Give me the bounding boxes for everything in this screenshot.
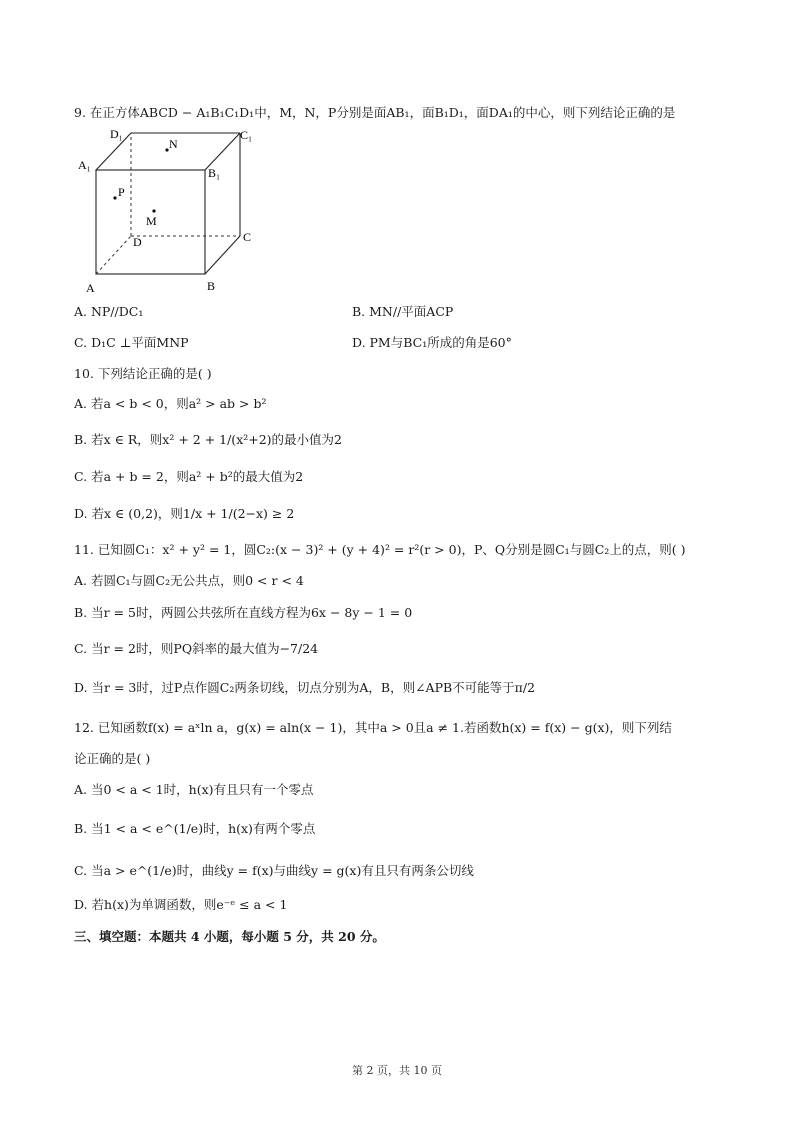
cube-figure xyxy=(74,124,274,298)
q10-option-b: B. 若x ∈ R，则x² + 2 + 1/(x²+2)的最小值为2 xyxy=(74,432,343,447)
q11-option-a: A. 若圆C₁与圆C₂无公共点，则0 < r < 4 xyxy=(74,573,304,588)
q9-option-b: B. MN//平面ACP xyxy=(352,304,454,319)
q10-stem: 10. 下列结论正确的是( ) xyxy=(74,366,212,381)
q12-option-b: B. 当1 < a < e^(1/e)时，h(x)有两个零点 xyxy=(74,821,316,836)
point-P xyxy=(113,196,116,199)
label-P: P xyxy=(118,185,125,199)
q10-option-c: C. 若a + b = 2，则a² + b²的最大值为2 xyxy=(74,469,304,484)
label-N: N xyxy=(169,137,178,151)
q9-option-d: D. PM与BC₁所成的角是60° xyxy=(352,335,512,350)
label-C: C xyxy=(243,230,252,244)
q11-option-b: B. 当r = 5时，两圆公共弦所在直线方程为6x − 8y − 1 = 0 xyxy=(74,605,413,620)
q11-stem: 11. 已知圆C₁：x² + y² = 1，圆C₂:(x − 3)² + (y + 4)² = r²(r > 0)，P、Q分别是圆C₁与圆C₂上的点，则( ) xyxy=(74,542,686,557)
q9-stem: 9. 在正方体ABCD − A₁B₁C₁D₁中，M，N，P分别是面AB₁，面B₁D₁，面DA₁的中心，则下列结论正确的是 xyxy=(74,105,676,120)
edge-B1C1 xyxy=(205,133,240,170)
label-A: A xyxy=(86,281,95,295)
q10-option-a: A. 若a < b < 0，则a² > ab > b² xyxy=(74,396,267,411)
q11-option-d: D. 当r = 3时，过P点作圆C₂两条切线，切点分别为A，B，则∠APB不可能等于π/2 xyxy=(74,680,536,695)
label-B: B xyxy=(207,279,216,293)
q12-option-a: A. 当0 < a < 1时，h(x)有且只有一个零点 xyxy=(74,782,314,797)
q12-stem-line2: 论正确的是( ) xyxy=(74,751,151,766)
edge-BC xyxy=(205,236,240,274)
point-M xyxy=(152,209,155,212)
label-B1: B₁ xyxy=(208,166,221,180)
q12-stem-line1: 12. 已知函数f(x) = aˣln a，g(x) = aln(x − 1)，其中a > 0且a ≠ 1.若函数h(x) = f(x) − g(x)，则下列结 xyxy=(74,720,672,735)
label-C1: C₁ xyxy=(240,128,253,142)
page-footer: 第 2 页，共 10 页 xyxy=(352,1064,442,1077)
q9-option-c: C. D₁C ⊥平面MNP xyxy=(74,335,189,350)
label-A1: A₁ xyxy=(78,158,91,172)
edge-AD xyxy=(96,236,131,274)
q11-option-c: C. 当r = 2时，则PQ斜率的最大值为−7/24 xyxy=(74,641,319,656)
q10-option-d: D. 若x ∈ (0,2)，则1/x + 1/(2−x) ≥ 2 xyxy=(74,506,295,521)
label-M: M xyxy=(146,214,157,228)
q9-option-a: A. NP//DC₁ xyxy=(74,304,144,319)
label-D1: D₁ xyxy=(110,127,123,141)
label-D: D xyxy=(133,235,142,249)
section-3-heading: 三、填空题：本题共 4 小题，每小题 5 分，共 20 分。 xyxy=(74,929,385,944)
q12-option-d: D. 若h(x)为单调函数，则e⁻ᵉ ≤ a < 1 xyxy=(74,897,288,912)
q12-option-c: C. 当a > e^(1/e)时，曲线y = f(x)与曲线y = g(x)有且只有两条公切线 xyxy=(74,863,474,878)
